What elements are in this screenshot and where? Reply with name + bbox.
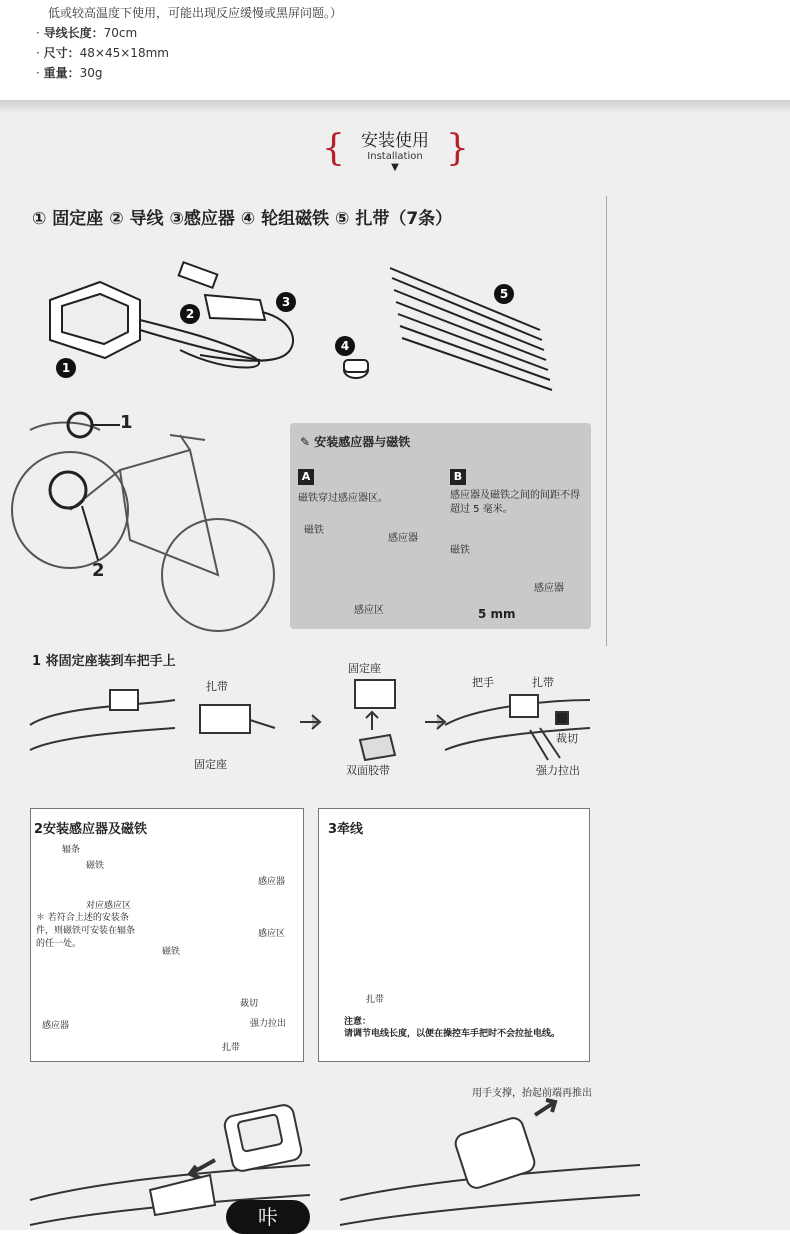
step1-handlebar-label: 把手 [472,676,494,689]
step2-heading: 2安装感应器及磁铁 [34,822,148,837]
bottom-hint: 用手支撑，抬起前端再推出 [472,1088,592,1099]
bike-callout-1: 1 [120,412,133,433]
spec-size: · 尺寸：48×45×18mm [36,46,169,60]
panel-b-gap: 5 mm [478,607,516,621]
panel-a-zone: 感应区 [354,605,384,616]
panel-title: ✎ 安装感应器与磁铁 [300,435,411,449]
step1-zip-label: 扎带 [206,680,228,693]
step1-cut-label: 裁切 [556,732,578,745]
zip-ties-illustration [390,268,552,390]
spec-weight: · 重量：30g [36,66,103,80]
step2-zip: 扎带 [222,1043,241,1053]
parts-list: ① 固定座 ② 导线 ③感应器 ④ 轮组磁铁 ⑤ 扎带（7条） [32,209,453,229]
step3-correct: 正确 [478,854,500,867]
step2-zone: 对应感应区 [86,901,132,911]
step1-tape-label: 双面胶带 [346,764,390,777]
panel-b-sensor: 感应器 [534,583,564,594]
part-number-4: 4 [335,336,355,356]
laurel-left-icon: { [322,128,345,169]
panel-b-badge: B [450,469,466,485]
step1-heading: 1 将固定座装到车把手上 [32,654,176,669]
step2-note: ＊ 若符合上述的安装条件，则磁铁可安装在辐条的任一处。 [36,913,136,949]
part-number-1: 1 [56,358,76,378]
step2-zone2: 感应区 [258,929,286,939]
step3-note-title: 注意： [344,1017,372,1027]
down-arrow-icon: ▼ [391,162,399,173]
step1-illustration [30,680,590,760]
part-number-3: 3 [276,292,296,312]
spec-cable-length: · 导线长度：70cm [36,26,138,40]
step2-sensor2: 感应器 [42,1021,70,1031]
panel-b-text: 感应器及磁铁之间的间距不得超过 5 毫米。 [450,490,580,515]
step3-note: 请调节电线长度，以便在操控车手把时不会拉扯电线。 [344,1029,561,1039]
step3-heading: 3牵线 [328,822,364,837]
mount-illustration [50,282,260,368]
step2-magnet: 磁铁 [86,861,105,871]
bottom-illustration [30,1100,640,1225]
step2-sensor: 感应器 [258,877,286,887]
sensor-magnet-panel [290,423,591,629]
part-number-2: 2 [180,304,200,324]
installation-title-en: Installation [367,151,423,162]
click-badge: 咔 [226,1200,310,1234]
step1-pull-label: 强力拉出 [536,764,580,777]
step2-magnet2: 磁铁 [162,947,181,957]
bike-callout-2: 2 [92,560,105,581]
magnet-illustration [344,360,368,378]
panel-a-magnet: 磁铁 [304,525,324,536]
spec-note: 低或较高温度下使用，可能出现反应缓慢或黑屏问题。） [48,6,343,20]
panel-a-text: 磁铁穿过感应器区。 [298,493,388,504]
step1-mount2-label: 固定座 [348,662,381,675]
step3-zip: 扎带 [366,995,385,1005]
pen-icon: ✎ [300,435,311,449]
installation-title-zh: 安装使用 [361,131,429,151]
step2-cut: 裁切 [240,999,259,1009]
step1-mount-label: 固定座 [194,758,227,771]
step2-spoke: 辐条 [62,845,81,855]
step3-incorrect: 不正确！ [478,920,522,933]
part-number-5: 5 [494,284,514,304]
step1-zip2-label: 扎带 [532,676,554,689]
panel-b-magnet: 磁铁 [450,545,470,556]
panel-a-sensor: 感应器 [388,533,418,544]
panel-a-badge: A [298,469,314,485]
laurel-right-icon: } [446,128,469,169]
bike-illustration [12,413,274,631]
step2-pull: 强力拉出 [250,1019,287,1029]
